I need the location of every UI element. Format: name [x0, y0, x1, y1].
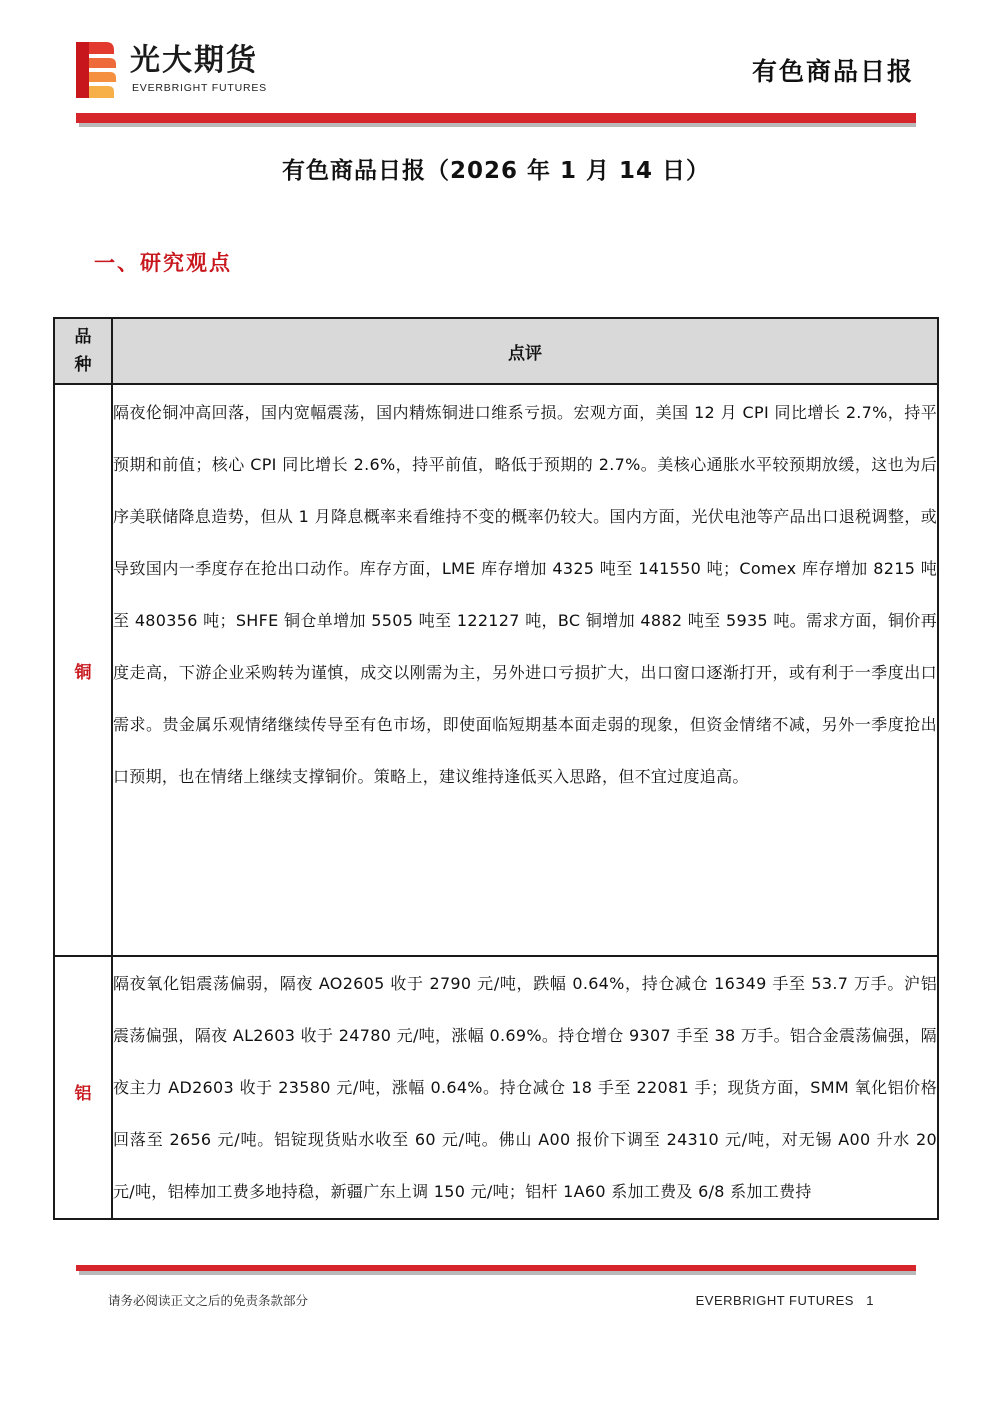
- section-heading: 一、研究观点: [94, 251, 232, 275]
- document-title: 有色商品日报（2026 年 1 月 14 日）: [281, 158, 711, 184]
- comment-column-header: 点评: [112, 318, 938, 384]
- company-logo-text: 光大期货: [130, 43, 258, 78]
- research-view-table: [53, 317, 939, 1220]
- footer-brand: EVERBRIGHT FUTURES: [695, 1293, 854, 1308]
- disclaimer-note: 请务必阅读正文之后的免责条款部分: [108, 1293, 309, 1308]
- table-row-aluminum: [54, 956, 938, 1219]
- page-number: 1: [866, 1293, 874, 1308]
- comment-cell-aluminum: 隔夜氧化铝震荡偏弱，隔夜 AO2605 收于 2790 元/吨，跌幅 0.64%，持仓减仓 16349 手至 53.7 万手。沪铝震荡偏强，隔夜 AL2603 收于 24780 元/吨，涨幅 0.69%。持仓增仓 9307 手至 38 万手。铝合金震荡偏强，隔夜主力 AD2603 收于 23580 元/吨，涨幅 0.64%。持仓减仓 18 手至 22081 手；现货方面，SMM 氧化铝价格回落至 2656 元/吨。铝锭现货贴水收至 60 元/吨。佛山 A00 报价下调至 24310 元/吨，对无锡 A00 升水 20 元/吨，铝棒加工费多地持稳，新疆广东上调 150 元/吨；铝杆 1A60 系加工费及 6/8 系加工费持: [112, 956, 938, 1219]
- variety-column-header: 品 种: [54, 318, 112, 384]
- footer-divider-shadow: [79, 1271, 916, 1275]
- table-row-copper: [54, 384, 938, 956]
- table-header-row: [54, 318, 938, 384]
- variety-cell-copper: 铜: [54, 384, 112, 956]
- report-type-label: 有色商品日报: [751, 57, 914, 86]
- comment-cell-copper: 隔夜伦铜冲高回落，国内宽幅震荡，国内精炼铜进口维系亏损。宏观方面，美国 12 月 CPI 同比增长 2.7%，持平预期和前值；核心 CPI 同比增长 2.6%，持平前值，略低于预期的 2.7%。美核心通胀水平较预期放缓，这也为后序美联储降息造势，但从 1 月降息概率来看维持不变的概率仍较大。国内方面，光伏电池等产品出口退税调整，或导致国内一季度存在抢出口动作。库存方面，LME 库存增加 4325 吨至 141550 吨；Comex 库存增加 8215 吨至 480356 吨；SHFE 铜仓单增加 5505 吨至 122127 吨，BC 铜增加 4882 吨至 5935 吨。需求方面，铜价再度走高，下游企业采购转为谨慎，成交以刚需为主，另外进口亏损扩大，出口窗口逐渐打开，或有利于一季度出口需求。贵金属乐观情绪继续传导至有色市场，即使面临短期基本面走弱的现象，但资金情绪不减，另外一季度抢出口预期，也在情绪上继续支撑铜价。策略上，建议维持逢低买入思路，但不宜过度追高。: [112, 384, 938, 956]
- footer-brand-page: [696, 1292, 874, 1310]
- company-logo-english: EVERBRIGHT FUTURES: [132, 82, 267, 94]
- variety-cell-aluminum: 铝: [54, 956, 112, 1219]
